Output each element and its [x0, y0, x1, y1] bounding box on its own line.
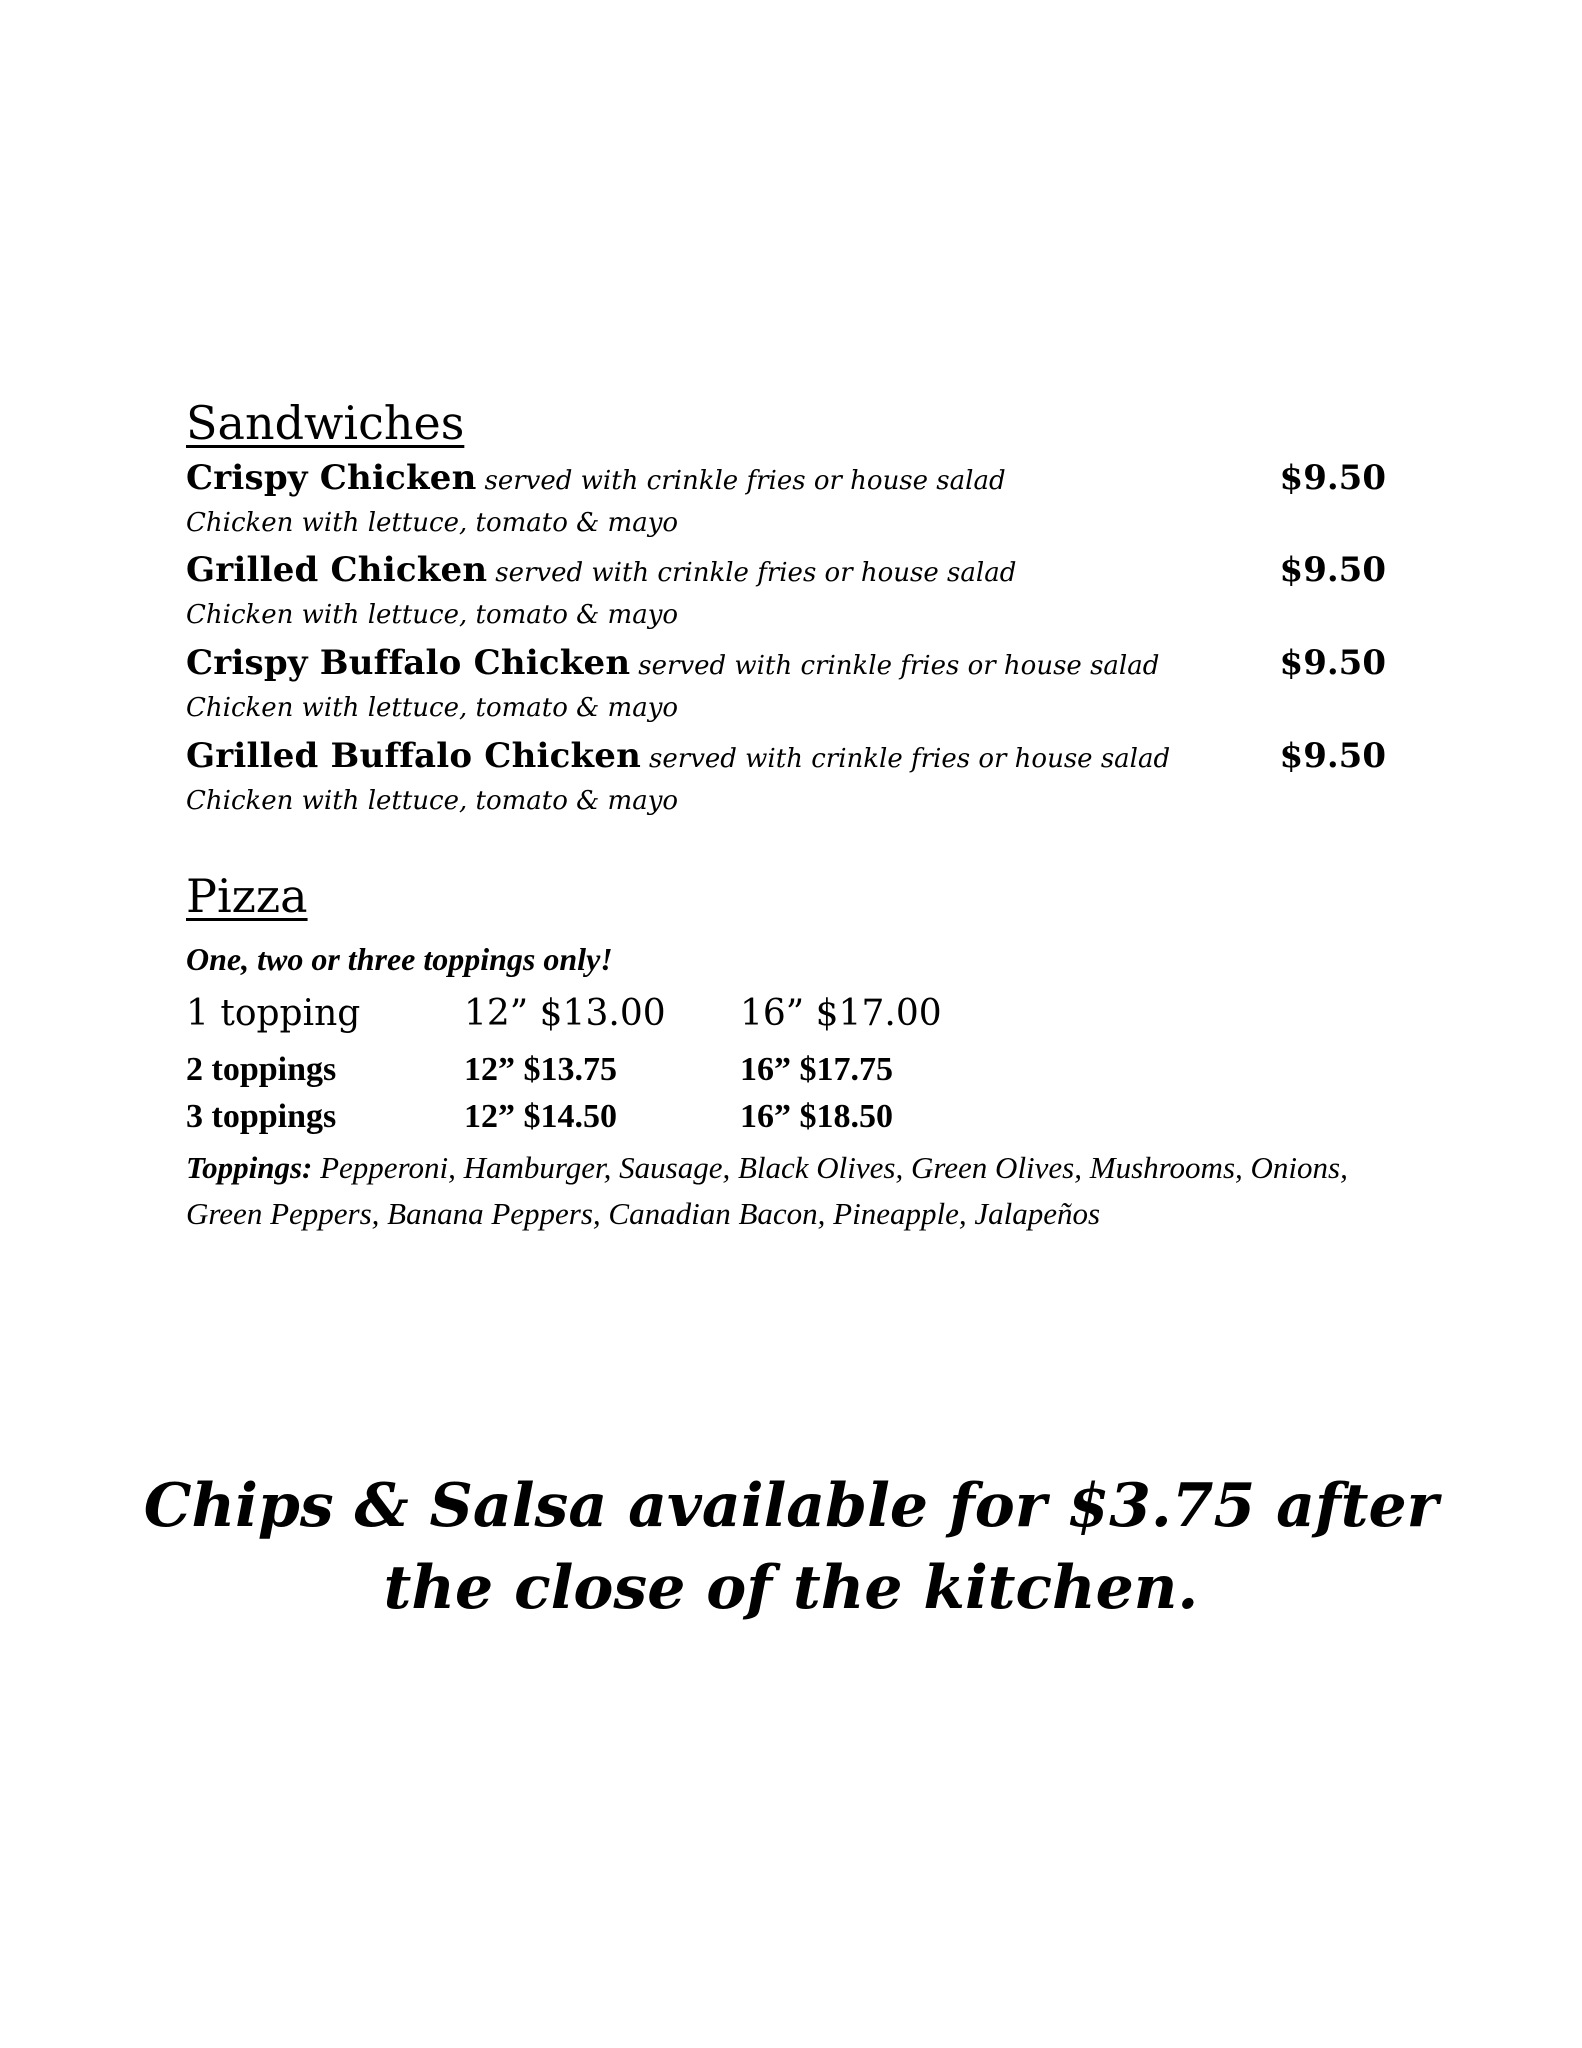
item-name: Grilled Chicken: [186, 550, 488, 590]
item-description: Chicken with lettuce, tomato & mayo: [186, 508, 679, 538]
item-note: served with crinkle fries or house salad: [495, 558, 1017, 588]
item-name: Crispy Buffalo Chicken: [186, 643, 631, 683]
item-description: Chicken with lettuce, tomato & mayo: [186, 600, 679, 630]
pizza-heading: Pizza: [186, 869, 308, 923]
pizza-topping-count: 3 toppings: [186, 1098, 337, 1135]
menu-item-crispy-buffalo-chicken: [186, 643, 1386, 689]
item-description: Chicken with lettuce, tomato & mayo: [186, 786, 679, 816]
sandwiches-heading: Sandwiches: [186, 396, 465, 450]
menu-item-grilled-buffalo-chicken: [186, 736, 1386, 782]
pizza-price-16in: 16” $17.00: [740, 993, 942, 1034]
chips-salsa-note: [100, 1465, 1482, 1629]
menu-item-crispy-chicken: [186, 458, 1386, 504]
pizza-price-12in: 12” $14.50: [464, 1098, 617, 1135]
item-note: served with crinkle fries or house salad: [638, 651, 1160, 681]
toppings-label: Toppings:: [186, 1150, 313, 1185]
pizza-price-12in: 12” $13.75: [464, 1051, 617, 1088]
menu-item-grilled-chicken: [186, 550, 1386, 596]
toppings-text: Pepperoni, Hamburger, Sausage, Black Olives, Green Olives, Mushrooms, Onions, Green Peppers, Banana Peppers, Canadian Bacon, Pineapple, Jalapeños: [186, 1150, 1348, 1231]
item-price: $9.50: [1279, 643, 1386, 683]
item-name: Grilled Buffalo Chicken: [186, 736, 642, 776]
pizza-topping-count: 2 toppings: [186, 1051, 337, 1088]
pizza-price-16in: 16” $17.75: [740, 1051, 893, 1088]
toppings-list: [186, 1145, 1386, 1237]
pizza-price-16in: 16” $18.50: [740, 1098, 893, 1135]
item-price: $9.50: [1279, 550, 1386, 590]
pizza-topping-count: 1 topping: [186, 993, 361, 1034]
item-note: served with crinkle fries or house salad: [484, 466, 1006, 496]
item-name: Crispy Chicken: [186, 458, 477, 498]
item-price: $9.50: [1279, 736, 1386, 776]
chips-salsa-line-2: the close of the kitchen.: [383, 1553, 1199, 1623]
item-note: served with crinkle fries or house salad: [649, 744, 1171, 774]
item-description: Chicken with lettuce, tomato & mayo: [186, 693, 679, 723]
pizza-price-12in: 12” $13.00: [464, 993, 666, 1034]
chips-salsa-line-1: Chips & Salsa available for $3.75 after: [143, 1471, 1439, 1541]
item-price: $9.50: [1279, 458, 1386, 498]
pizza-subheading: One, two or three toppings only!: [186, 941, 613, 977]
